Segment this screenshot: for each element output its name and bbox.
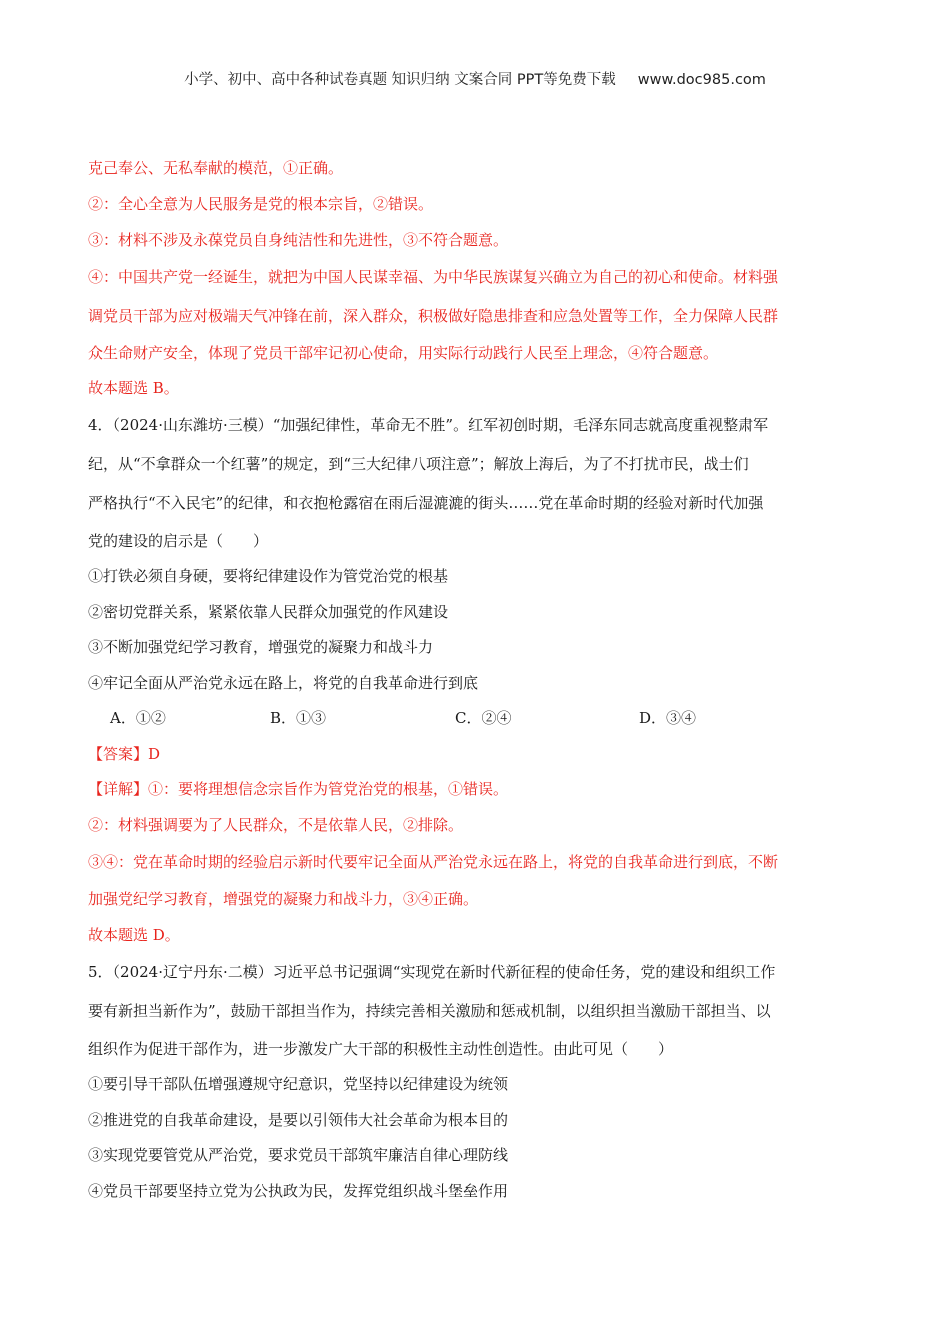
document-body	[88, 150, 860, 1209]
q5-stem-line-3: 组织作为促进干部作为，进一步激发广大干部的积极性主动性创造性。由此可见（ ）	[88, 1040, 674, 1058]
q4-choice-a: A．①②	[110, 709, 166, 727]
q3-explanation	[88, 150, 860, 406]
q4-option-4: ④牢记全面从严治党永远在路上，将党的自我革命进行到底	[88, 673, 479, 692]
q4-detail-3a: ③④：党在革命时期的经验启示新时代要牢记全面从严治党永远在路上，将党的自我革命进行到底，不断	[88, 853, 779, 871]
q3-explain-line-4b: 调党员干部为应对极端天气冲锋在前，深入群众，积极做好隐患排查和应急处置等工作，全力保障人民群	[88, 307, 779, 325]
q5-option-4: ④党员干部要坚持立党为公执政为民，发挥党组织战斗堡垒作用	[88, 1181, 509, 1200]
header-site: www.doc985.com	[637, 72, 766, 88]
q3-explain-line-2: ②：全心全意为人民服务是党的根本宗旨，②错误。	[88, 195, 434, 213]
question-5	[88, 953, 860, 1209]
q4-choice-d: D．③④	[639, 709, 697, 727]
q4-conclusion: 故本题选 D。	[88, 925, 180, 944]
q5-option-1: ①要引导干部队伍增强遵规守纪意识，党坚持以纪律建设为统领	[88, 1075, 509, 1093]
q4-option-3: ③不断加强党纪学习教育，增强党的凝聚力和战斗力	[88, 638, 434, 656]
q4-option-2: ②密切党群关系，紧紧依靠人民群众加强党的作风建设	[88, 602, 449, 621]
question-4	[88, 406, 860, 953]
q5-option-3: ③实现党要管党从严治党，要求党员干部筑牢廉洁自律心理防线	[88, 1146, 509, 1164]
q4-choices	[88, 701, 860, 737]
q4-stem-line-3: 严格执行“不入民宅”的纪律，和衣抱枪露宿在雨后湿漉漉的街头……党在革命时期的经验对新时代加强	[88, 494, 764, 512]
q4-detail-1: 【详解】①：要将理想信念宗旨作为管党治党的根基，①错误。	[88, 780, 509, 798]
q3-conclusion: 故本题选 B。	[88, 379, 179, 397]
q4-detail-3b: 加强党纪学习教育，增强党的凝聚力和战斗力，③④正确。	[88, 890, 479, 908]
q3-explain-line-3: ③：材料不涉及永葆党员自身纯洁性和先进性，③不符合题意。	[88, 231, 509, 249]
q4-choice-b: B．①③	[270, 709, 327, 727]
q4-stem-line-4: 党的建设的启示是（ ）	[88, 532, 269, 550]
q4-detail-2: ②：材料强调要为了人民群众，不是依靠人民，②排除。	[88, 815, 464, 834]
q4-choice-c: C．②④	[455, 709, 512, 727]
q3-explain-line-1: 克己奉公、无私奉献的模范，①正确。	[88, 159, 344, 177]
q3-explain-line-4c: 众生命财产安全，体现了党员干部牢记初心使命，用实际行动践行人民至上理念，④符合题意。	[88, 344, 719, 362]
q4-stem-line-1: 4．（2024·山东潍坊·三模）“加强纪律性，革命无不胜”。红军初创时期，毛泽东同志就高度重视整肃军	[88, 416, 769, 434]
q4-stem-line-2: 纪，从“不拿群众一个红薯”的规定，到“三大纪律八项注意”；解放上海后，为了不打扰市民，战士们	[88, 455, 749, 473]
header-text: 小学、初中、高中各种试卷真题 知识归纳 文案合同 PPT等免费下载	[184, 72, 616, 88]
q5-stem-line-1: 5．（2024·辽宁丹东·二模）习近平总书记强调“实现党在新时代新征程的使命任务，党的建设和组织工作	[88, 963, 776, 981]
q3-explain-line-4a: ④：中国共产党一经诞生，就把为中国人民谋幸福、为中华民族谋复兴确立为自己的初心和使命。材料强	[88, 268, 779, 286]
q5-option-2: ②推进党的自我革命建设，是要以引领伟大社会革命为根本目的	[88, 1110, 509, 1129]
q4-answer: 【答案】D	[88, 744, 161, 763]
q4-option-1: ①打铁必须自身硬，要将纪律建设作为管党治党的根基	[88, 567, 449, 585]
page-header	[0, 68, 950, 89]
q5-stem-line-2: 要有新担当新作为”，鼓励干部担当作为，持续完善相关激励和惩戒机制，以组织担当激励干部担当、以	[88, 1002, 771, 1020]
